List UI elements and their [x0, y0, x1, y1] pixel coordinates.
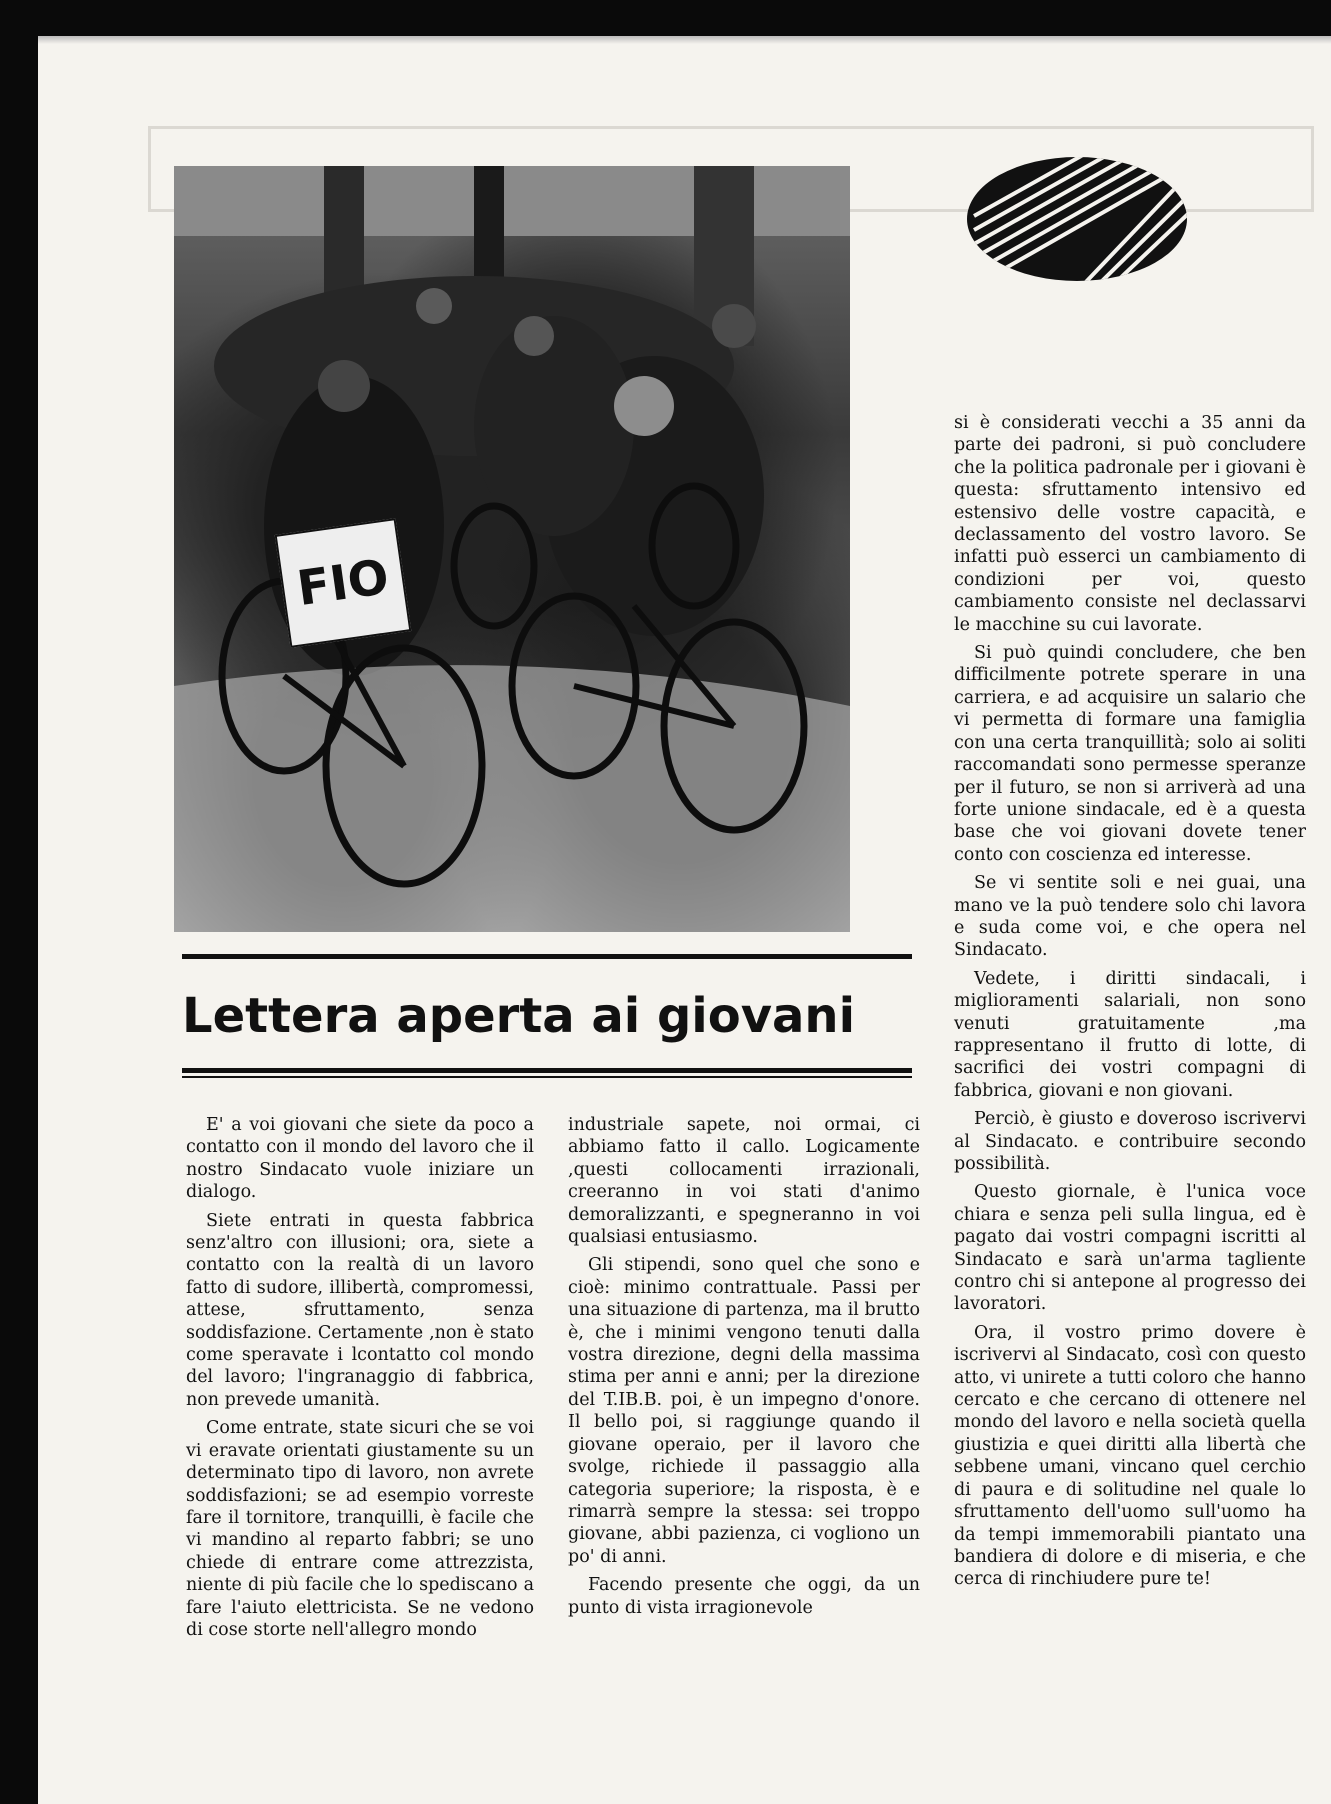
- union-logo-icon: [964, 154, 1190, 284]
- paragraph: Come entrate, state sicuri che se voi vi eravate orientati giustamente su un determinato tipo di lavoro, non avrete soddisfazioni; se ad esempio vorreste fare il tornitore, tranquilli, è facile che vi mandino al reparto fabbri; se uno chiede di entrare come attrezzista, niente di più facile che lo spediscano a fare l'aiuto elettricista. Se ne vedono di cose storte nell'allegro mondo: [186, 1418, 534, 1640]
- fiom-sign: FIO: [275, 518, 412, 648]
- paragraph: Si può quindi concludere, che ben difficilmente potrete sperare in una carriera, e ad acquisire un salario che vi permetta di formare una famiglia con una certa tranquillità; solo ai soliti raccomandati sono permesse speranze per il futuro, se non si arriverà ad una forte unione sindacale, ed è a questa base che voi giovani dovete tener conto con coscienza ed interesse.: [954, 643, 1306, 865]
- scan-edge: [38, 36, 1331, 44]
- headline-rule-top: [182, 954, 912, 959]
- cyclists-photo: [174, 166, 850, 932]
- paragraph: Ora, il vostro primo dovere è iscrivervi al Sindacato, così con questo atto, vi unirete a tutti coloro che hanno cercato e che cercano di ottenere nel mondo del lavoro e nella società quella giustizia e quei diritti alla libertà che sebbene umani, vincano quel cerchio di paura e di solitudine nel quale lo sfruttamento dell'uomo sull'uomo ha da tempi immemorabili piantato una bandiera di dolore e di miseria, e che cerca di rinchiudere pure te!: [954, 1322, 1306, 1590]
- paragraph: industriale sapete, noi ormai, ci abbiamo fatto il callo. Logicamente ,questi collocamenti irrazionali, creeranno in voi stati d'animo demoralizzanti, e spegneranno in voi qualsiasi entusiasmo.: [568, 1115, 920, 1248]
- paragraph: Se vi sentite soli e nei guai, una mano ve la può tendere solo chi lavora e suda come voi, e che opera nel Sindacato.: [954, 873, 1306, 961]
- paragraph: Questo giornale, è l'unica voce chiara e senza peli sulla lingua, ed è pagato dai vostri compagni iscritti al Sindacato e sarà un'arma tagliente contro chi si antepone al progresso dei lavoratori.: [954, 1182, 1306, 1315]
- headline-rule-thin: [182, 1076, 912, 1078]
- article-column-1: [186, 1114, 534, 1647]
- paragraph: Gli stipendi, sono quel che sono e cioè: minimo contrattuale. Passi per una situazione di partenza, ma il brutto è, che i minimi vengono tenuti dalla vostra direzione, degni della massima stima per anni e anni; per la direzione del T.IB.B. poi, è un impegno d'onore. Il bello poi, si raggiunge quando il giovane operaio, per il lavoro che svolge, richiede il passaggio alla categoria superiore; la risposta, è e rimarrà sempre la stessa: sei troppo giovane, abbi pazienza, ci vogliono un po' di anni.: [568, 1255, 920, 1567]
- paragraph: Siete entrati in questa fabbrica senz'altro con illusioni; ora, siete a contatto con la realtà di un lavoro fatto di sudore, illibertà, compromessi, attese, sfruttamento, senza soddisfazione. Certamente ,non è stato come speravate i lcontatto col mondo del lavoro; l'ingranaggio di fabbrica, non prevede umanità.: [186, 1210, 534, 1410]
- headline: Lettera aperta ai giovani: [182, 988, 856, 1044]
- article-column-2: [568, 1114, 920, 1625]
- paragraph: Facendo presente che oggi, da un punto di vista irragionevole: [568, 1575, 920, 1618]
- cyclists-photo-shapes: [174, 166, 850, 932]
- paragraph: Vedete, i diritti sindacali, i miglioramenti salariali, non sono venuti gratuitamente ,ma rappresentano il frutto di lotte, di sacrifici dei vostri compagni di fabbrica, giovani e non giovani.: [954, 968, 1306, 1101]
- paragraph: E' a voi giovani che siete da poco a contatto con il mondo del lavoro che il nostro Sindacato vuole iniziare un dialogo.: [186, 1115, 534, 1203]
- headline-rule-bottom: [182, 1068, 912, 1073]
- article-column-3: [954, 412, 1306, 1597]
- paragraph: si è considerati vecchi a 35 anni da parte dei padroni, si può concludere che la politica padronale per i giovani è questa: sfruttamento intensivo ed estensivo delle vostre capacità, e declassamento del vostro lavoro. Se infatti può esserci un cambiamento di condizioni per voi, questo cambiamento consiste nel declassarvi le macchine su cui lavorate.: [954, 413, 1306, 635]
- newspaper-page: [38, 36, 1331, 1804]
- paragraph: Perciò, è giusto e doveroso iscrivervi al Sindacato. e contribuire secondo possibilità.: [954, 1109, 1306, 1174]
